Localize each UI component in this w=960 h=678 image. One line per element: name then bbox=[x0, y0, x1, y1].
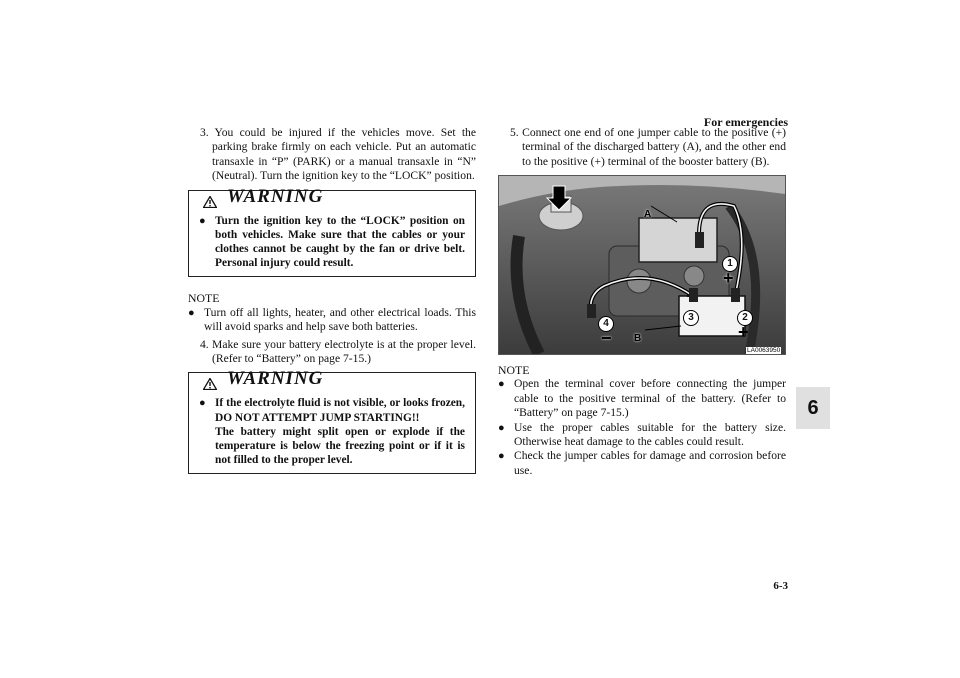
warning-triangle-icon bbox=[203, 378, 217, 390]
page-number: 6-3 bbox=[773, 580, 788, 592]
bullet-icon: ● bbox=[498, 450, 505, 463]
callout-3-text: 3 bbox=[688, 312, 694, 323]
step-4-text: 4. Make sure your battery electrolyte is at the proper level. (Refer to “Battery” on page 7-15.) bbox=[200, 337, 476, 366]
warning-item bbox=[199, 214, 465, 271]
minus-symbol: − bbox=[601, 328, 612, 348]
warning-text-line2: The battery might split open or explode if the temperature is below the freezing point or if it is not filled to the proper level. bbox=[215, 425, 465, 467]
bullet-icon: ● bbox=[199, 214, 206, 227]
bullet-icon: ● bbox=[498, 421, 505, 434]
callout-1-text: 1 bbox=[727, 258, 733, 269]
warning-text-line1: If the electrolyte fluid is not visible, or looks frozen, DO NOT ATTEMPT JUMP STARTING!! bbox=[215, 397, 465, 424]
warning-item bbox=[199, 396, 465, 467]
plus-symbol-a: + bbox=[723, 268, 734, 288]
figure-code: LA0063950 bbox=[747, 347, 781, 354]
plus-symbol-b: + bbox=[738, 322, 749, 342]
note-item bbox=[498, 377, 786, 420]
figure-label-a: A bbox=[644, 209, 652, 220]
right-notes bbox=[498, 363, 786, 478]
callout-3 bbox=[683, 310, 699, 326]
warning-triangle-icon bbox=[203, 196, 217, 208]
figure-label-b: B bbox=[634, 333, 642, 344]
note-text: Turn off all lights, heater, and other electrical loads. This will avoid sparks and help save both batteries. bbox=[204, 305, 476, 334]
note-item bbox=[188, 306, 476, 335]
step-3-text: 3. You could be injured if the vehicles move. Set the parking brake firmly on each vehicle. Put an automatic transaxle in “P” (PARK) or a manual transaxle in “N” (Neutral). Turn the ignition key to the “LOCK” position. bbox=[200, 126, 476, 183]
warning-header bbox=[189, 185, 475, 213]
callout-4-text: 4 bbox=[603, 318, 609, 329]
left-column bbox=[188, 126, 476, 474]
note-text: Open the terminal cover before connecting the jumper cable to the positive terminal of the battery. (Refer to “Battery” on page 7-15.) bbox=[514, 377, 786, 420]
note-text: Check the jumper cables for damage and corrosion before use. bbox=[514, 449, 786, 477]
warning-box-ignition bbox=[188, 185, 476, 278]
warning-title: WARNING bbox=[227, 185, 324, 207]
warning-box-electrolyte bbox=[188, 368, 476, 474]
note-label: NOTE bbox=[188, 291, 220, 306]
bullet-icon: ● bbox=[199, 397, 206, 410]
note-label: NOTE bbox=[498, 363, 530, 377]
section-header: For emergencies bbox=[703, 115, 788, 129]
note-item bbox=[498, 421, 786, 450]
step-5-text: 5. Connect one end of one jumper cable to the positive (+) terminal of the discharged battery (A), and the other end to the positive (+) terminal of the booster battery (B). bbox=[510, 126, 786, 168]
bullet-icon: ● bbox=[498, 378, 505, 391]
warning-header bbox=[189, 368, 475, 395]
warning-title: WARNING bbox=[227, 368, 324, 390]
chapter-tab: 6 bbox=[796, 387, 830, 429]
note-text: Use the proper cables suitable for the battery size. Otherwise heat damage to the cables could result. bbox=[514, 420, 786, 449]
bullet-icon: ● bbox=[188, 306, 195, 319]
note-item bbox=[498, 449, 786, 478]
warning-text: Turn the ignition key to the “LOCK” position on both vehicles. Make sure that the cables or your clothes cannot be caught by the fan or drive belt. Personal injury could result. bbox=[215, 214, 465, 270]
callout-2-text: 2 bbox=[742, 312, 748, 323]
